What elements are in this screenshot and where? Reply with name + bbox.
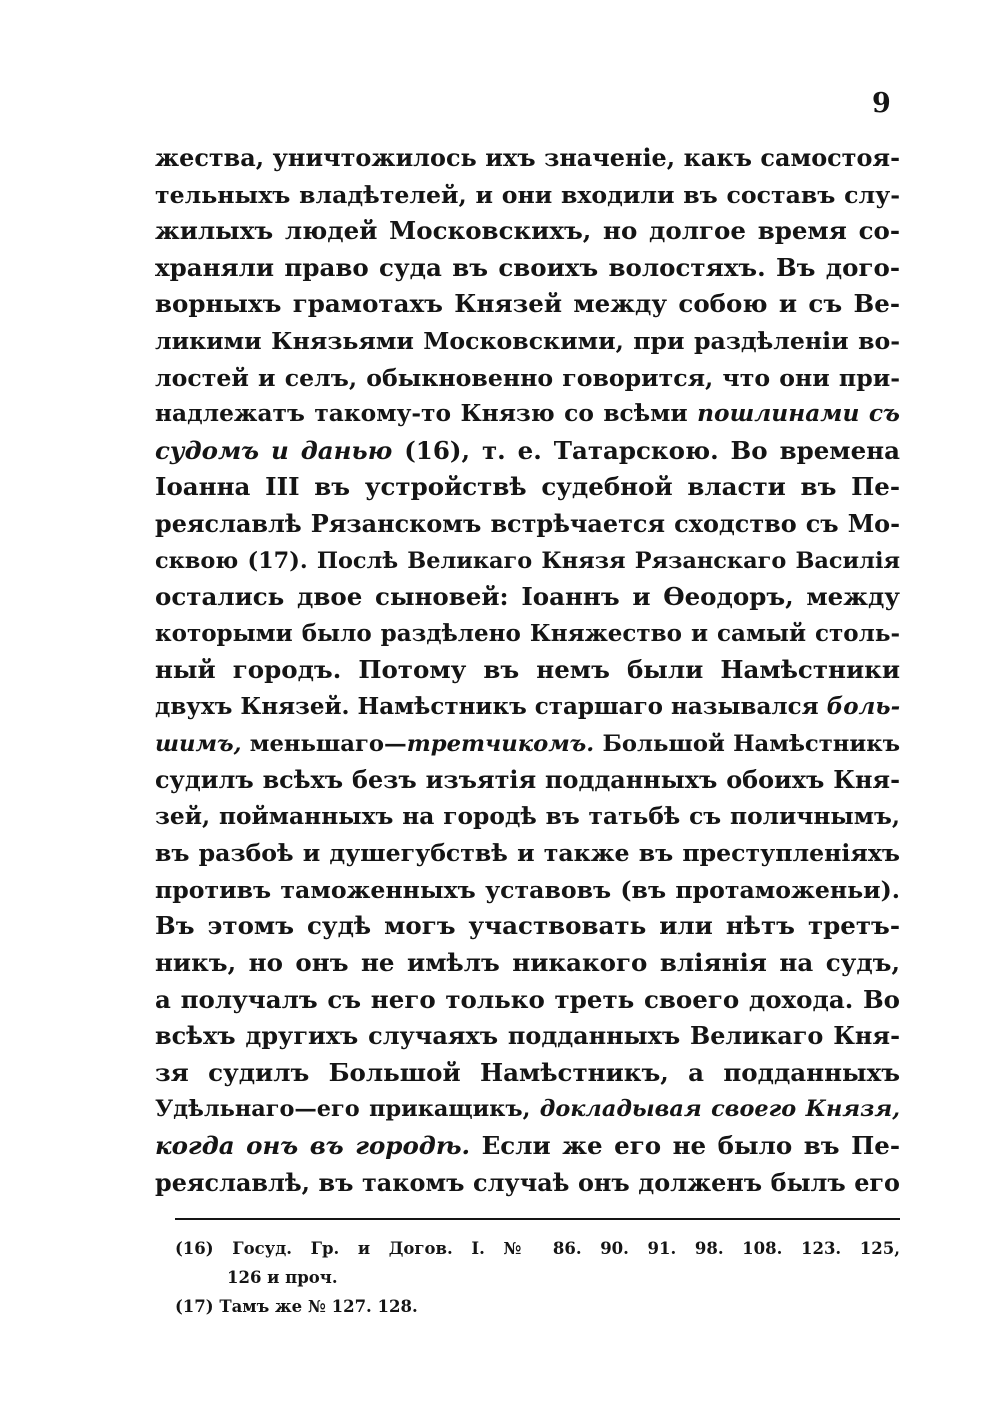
text-line (155, 360, 900, 397)
text-segment: надлежатъ такому-то Князю со всѣми (155, 400, 698, 428)
text-segment: ворныхъ грамотахъ Князей между собою и съ Ве- (155, 289, 900, 319)
text-segment: которыми было раздѣлено Княжество и самый столь- (155, 619, 900, 647)
text-line (155, 799, 900, 836)
text-segment: жества, уничтожилось ихъ значеніе, какъ самостоя- (155, 144, 900, 172)
text-line (155, 213, 900, 250)
footnote-line: 126 и проч. (227, 1268, 338, 1287)
italic-text: когда онъ въ городѣ. (155, 1131, 471, 1161)
footnotes (175, 1234, 900, 1321)
text-segment: ликими Князьями Московскими, при раздѣленіи во- (155, 326, 900, 355)
text-segment: Въ этомъ судѣ могъ участвовать или нѣтъ третъ- (155, 911, 900, 941)
text-line (155, 1165, 900, 1202)
text-segment: тельныхъ владѣтелей, и они входили въ составъ слу- (155, 180, 900, 209)
text-segment: остались двое сыновей: Іоаннъ и Ѳеодоръ, между (155, 582, 900, 612)
page-number: 9 (872, 88, 891, 119)
text-segment: а получалъ съ него только треть своего дохода. Во (155, 984, 900, 1014)
italic-text: судомъ и данью (155, 435, 393, 465)
text-line (155, 250, 900, 287)
body-text (155, 140, 900, 1201)
text-segment: Іоанна III въ устройствѣ судебной власти въ Пе- (155, 472, 900, 502)
text-segment: (16), т. е. Татарскою. Во времена (392, 435, 900, 465)
text-line (155, 543, 900, 580)
italic-text: третчикомъ. (406, 730, 595, 757)
text-line (155, 1128, 900, 1165)
text-segment: никъ, но онъ не имѣлъ никакого вліянія на судъ, (155, 948, 900, 978)
text-line (155, 726, 900, 763)
text-segment: Удѣльнаго—его прикащикъ, (155, 1096, 540, 1123)
text-segment: двухъ Князей. Намѣстникъ старшаго назывался (155, 692, 827, 720)
text-line (155, 652, 900, 689)
text-segment: сквою (17). Послѣ Великаго Князя Рязанскаго Василія (155, 547, 900, 574)
text-segment: противъ таможенныхъ уставовъ (въ протаможеньи). (155, 875, 900, 904)
text-segment: жилыхъ людей Московскихъ, но долгое время со- (155, 216, 900, 246)
text-segment: реяславлѣ Рязанскомъ встрѣчается сходство съ Мо- (155, 509, 900, 538)
italic-text: шимъ, (155, 730, 242, 757)
italic-text: боль- (826, 692, 901, 720)
text-segment: меньшаго— (241, 730, 407, 757)
text-segment: зя судилъ Большой Намѣстникъ, а подданныхъ (155, 1057, 900, 1087)
text-segment: ный городъ. Потому въ немъ были Намѣстники (155, 655, 900, 685)
text-line (155, 982, 900, 1019)
text-segment: всѣхъ другихъ случаяхъ подданныхъ Великаго Кня- (155, 1022, 900, 1051)
italic-text: пошлинами съ (697, 400, 900, 428)
text-line (155, 616, 900, 653)
text-line (155, 579, 900, 616)
text-segment: судилъ всѣхъ безъ изъятія подданныхъ обоихъ Кня- (155, 766, 900, 795)
text-line (155, 689, 900, 726)
text-line (155, 762, 900, 799)
text-line (155, 286, 900, 323)
text-line (155, 835, 900, 872)
text-line (155, 945, 900, 982)
text-line (155, 506, 900, 543)
italic-text: докладывая своего Князя, (539, 1096, 900, 1123)
footnote-divider (175, 1218, 900, 1220)
text-segment: лостей и селъ, обыкновенно говорится, что они при- (155, 363, 900, 392)
text-line (155, 469, 900, 506)
text-segment: Большой Намѣстникъ (594, 730, 900, 757)
text-line (155, 1018, 900, 1055)
text-segment: реяславлѣ, въ такомъ случаѣ онъ долженъ былъ его (155, 1168, 900, 1197)
text-line (155, 177, 900, 214)
text-line (155, 323, 900, 360)
text-segment: въ разбоѣ и душегубствѣ и также въ преступленіяхъ (155, 839, 900, 868)
text-segment: Если же его не было въ Пе- (470, 1131, 901, 1161)
text-segment: храняли право суда въ своихъ волостяхъ. Въ дого- (155, 252, 900, 282)
text-line (155, 396, 900, 433)
text-line (155, 140, 900, 177)
text-line (155, 1091, 900, 1128)
text-segment: зей, пойманныхъ на городѣ въ татьбѣ съ поличнымъ, (155, 802, 900, 830)
text-line (155, 872, 900, 909)
footnote-line: (17) Тамъ же № 127. 128. (175, 1297, 418, 1316)
footnote-line: (16) Госуд. Гр. и Догов. I. № 86. 90. 91. 98. 108. 123. 125, (175, 1239, 900, 1258)
text-line (155, 433, 900, 470)
text-line (155, 908, 900, 945)
text-line (155, 1055, 900, 1092)
